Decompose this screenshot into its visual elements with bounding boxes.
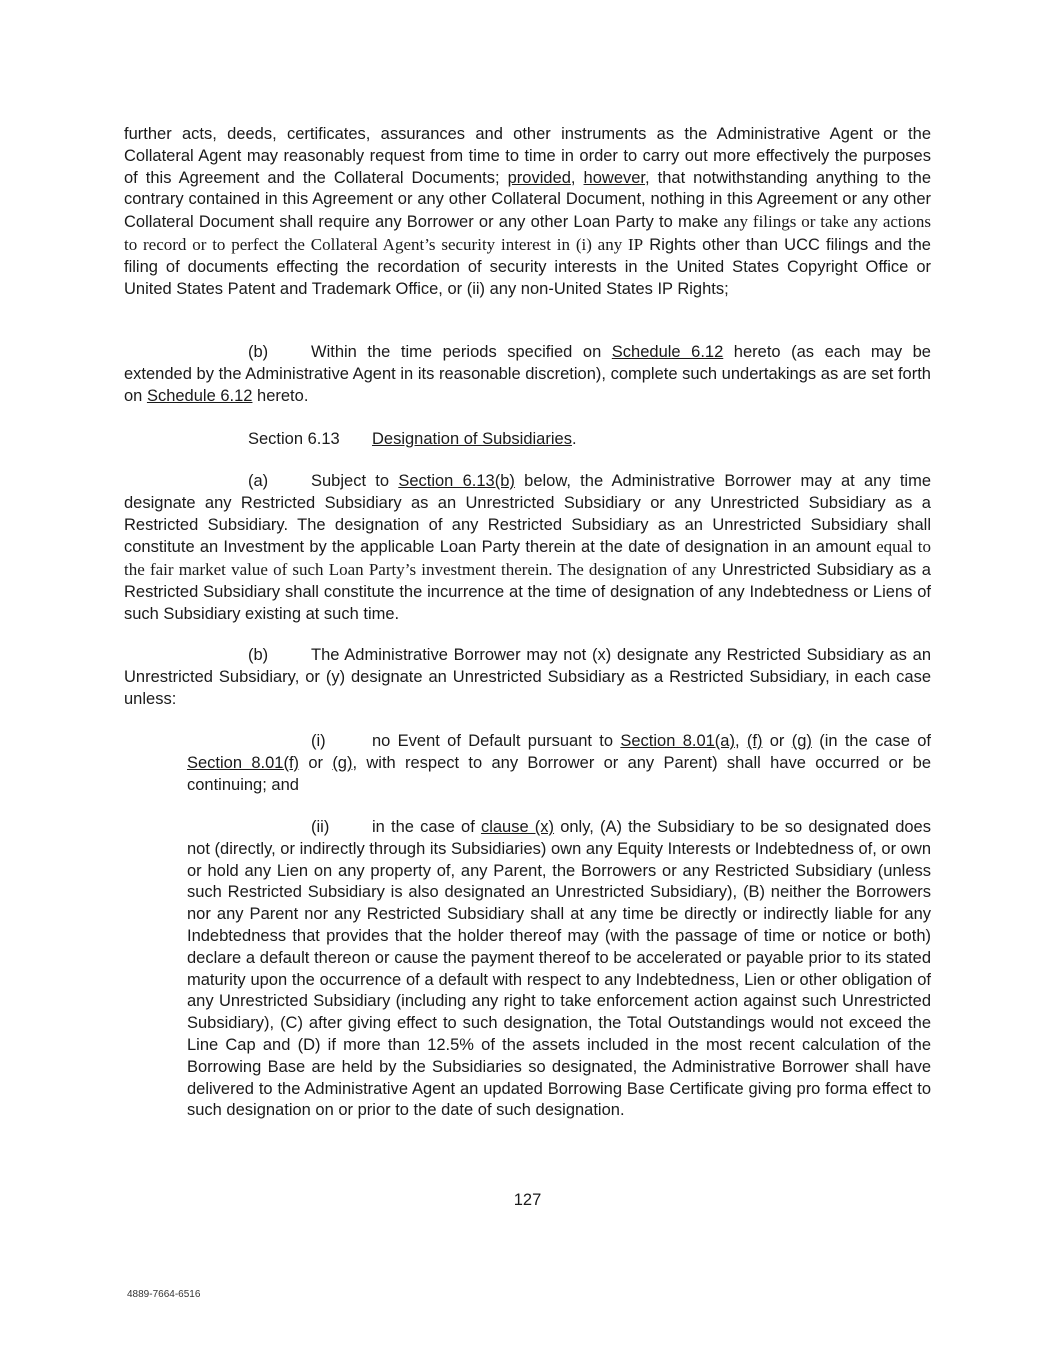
paragraph-b-schedule [124,342,931,407]
section-number: Section 6.13 [248,430,340,448]
text: only, (A) the Subsidiary to be so designated does not (directly, or indirectly through its Subsidiaries) own any Equity Interests or Indebtedness of, or own or hold any Lien on any property of, any Parent, the Borrowers or any Restricted Subsidiary (unless such Restricted Subsidiary is also designated an Unrestricted Subsidiary), (B) neither the Borrowers nor any Parent nor any Restricted Subsidiary shall at any time be directly or indirectly liable for any Indebtedness that provides that the holder thereof may (with the passage of time or notice or both) declare a default thereon or cause the payment thereof to be accelerated or payable prior to its stated maturity upon the occurrence of a default with respect to any Indebtedness, Lien or other obligation of any Unrestricted Subsidiary (including any right to take enforcement action against such Unrestricted Subsidiary), (C) after giving effect to such designation, the Total Outstandings would not exceed the Line Cap and (D) if more than 12.5% of the assets included in the most recent calculation of the Borrowing Base are held by the Subsidiaries so designated, the Administrative Borrower shall have delivered to the Administrative Agent an updated Borrowing Base Certificate giving pro forma effect to such designation on or prior to the date of such designation. [187,818,931,1120]
text: hereto. [252,386,309,405]
clause-label: (ii) [311,818,330,836]
serif-text: any filings or take any actions to record or to perfect the Collateral Agent’s security interest in (i) any IP [124,212,931,254]
paragraph-continuation [124,124,931,300]
text: The Administrative Borrower may not (x) designate any Restricted Subsidiary as an Unrestricted Subsidiary, or (y) designate an Unrestricted Subsidiary as a Restricted Subsidiary, in each case unless: [124,646,931,708]
text: below, the Administrative Borrower may at any time designate any Restricted Subsidiary as an Unrestricted Subsidiary or any Unrestricted Subsidiary as a Restricted Subsidiary. The designation of any Restricted Subsidiary as an Unrestricted Subsidiary shall constitute an Investment by the applicable Loan Party therein at the date of designation in an amount [124,472,931,557]
section-reference: (g) [791,732,812,750]
clause-label: (b) [248,343,269,361]
text: , that notwithstanding anything to the contrary contained in this Agreement or any other Collateral Document, nothing in this Agreement or any other Collateral Document shall require any Borrower or any other Loan Party to make [124,168,931,232]
document-id: 4889-7664-6516 [127,1289,201,1300]
page-number: 127 [513,1191,542,1209]
text: or [762,732,792,750]
text: or [299,753,333,772]
text: , [570,168,584,187]
text: hereto (as each may be extended by the Administrative Agent in its reasonable discretion), complete such undertakings as are set forth on [124,343,931,405]
section-reference: Section 8.01(f) [187,753,300,772]
clause-reference: clause (x) [480,818,555,836]
subclause-i [187,731,931,796]
clause-label: (i) [311,732,326,750]
section-heading [124,429,931,451]
section-reference: (g) [332,753,353,772]
paragraph-a-designation [124,471,931,626]
text: Unrestricted Subsidiary as a Restricted Subsidiary shall constitute the incurrence at the time of designation of any Indebtedness or Liens of such Subsidiary existing at such time. [124,561,931,623]
section-reference: Section 8.01(a) [620,732,735,750]
text: no Event of Default pursuant to [372,732,621,750]
subclause-ii [187,817,931,1122]
serif-text: equal to the fair market value of such Loan Party’s investment therein. The designation of any [124,537,931,580]
text: Rights other than UCC filings and the filing of documents effecting the recordation of security interests in the United States Copyright Office or United States Patent and Trademark Office, or (ii) any non-United States IP Rights; [124,235,931,298]
text: (in the case of [811,732,931,750]
text: , with respect to any Borrower or any Parent) shall have occurred or be continuing; and [187,753,932,794]
clause-label: (b) [248,646,269,664]
text: further acts, deeds, certificates, assurances and other instruments as the Administrative Agent or the Collateral Agent may reasonably request from time to time in order to carry out more effectively the purposes of this Agreement and the Collateral Documents; [124,125,931,187]
section-reference: (f) [746,732,763,750]
text: . [571,430,577,448]
text: , [734,732,747,750]
text: in the case of [372,818,481,836]
section-reference: Section 6.13(b) [398,472,515,490]
section-title: Designation of Subsidiaries [372,430,572,448]
however-term: however [583,168,646,187]
text: Subject to [311,472,399,490]
provided-term: provided [507,168,571,187]
schedule-reference: Schedule 6.12 [611,343,724,361]
clause-label: (a) [248,472,269,490]
paragraph-b-restriction [124,645,931,710]
text: Within the time periods specified on [311,343,612,361]
schedule-reference: Schedule 6.12 [146,386,253,405]
